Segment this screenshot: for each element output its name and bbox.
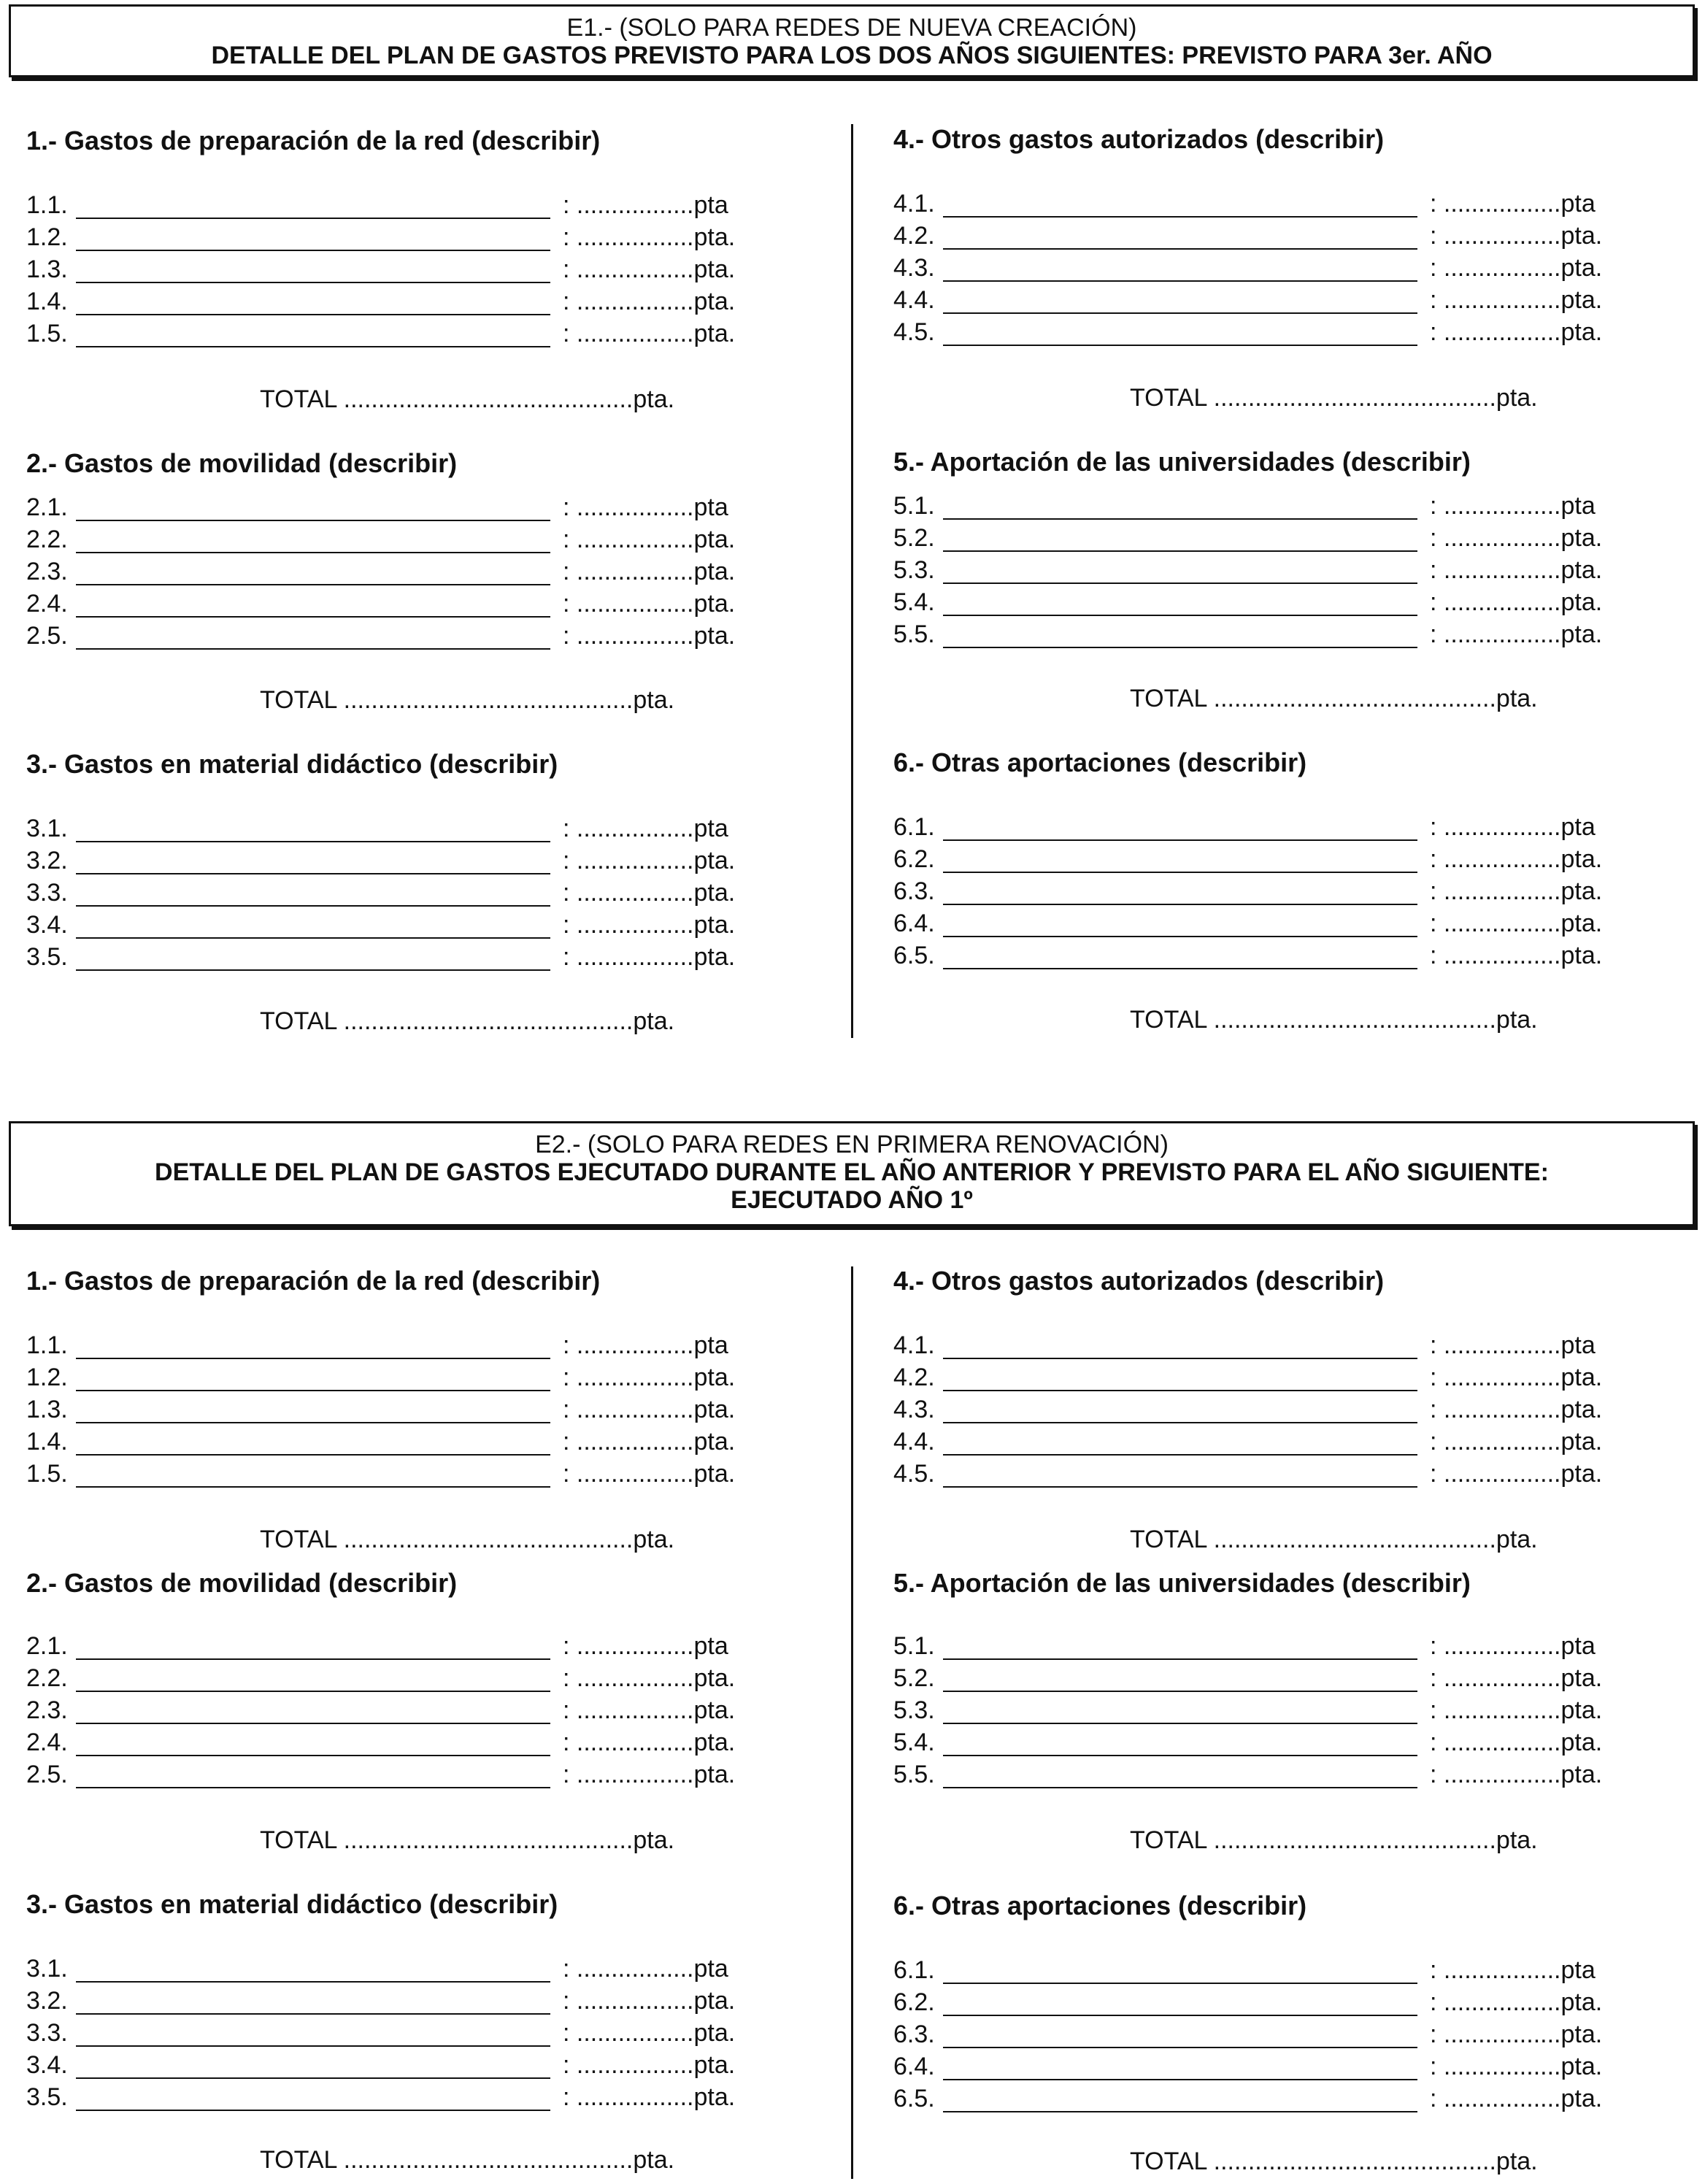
amount-field[interactable]: : .................pta. (1430, 556, 1603, 584)
description-field[interactable] (76, 282, 550, 283)
description-field[interactable] (76, 346, 550, 347)
amount-field[interactable]: : .................pta. (563, 526, 736, 553)
amount-field[interactable]: : .................pta. (1430, 1364, 1603, 1391)
e1-header-title: E1.- (SOLO PARA REDES DE NUEVA CREACIÓN) (566, 14, 1137, 42)
description-field[interactable] (76, 584, 550, 585)
row-number: 5.5. (893, 1761, 935, 1788)
row-number: 2.3. (26, 558, 68, 585)
description-field[interactable] (943, 2111, 1417, 2112)
section-title: 1.- Gastos de preparación de la red (describir) (26, 1266, 601, 1296)
section-title: 3.- Gastos en material didáctico (describir) (26, 749, 558, 779)
description-field[interactable] (76, 1454, 550, 1456)
description-field[interactable] (76, 1691, 550, 1692)
row-number: 5.3. (893, 1696, 935, 1724)
description-field[interactable] (76, 969, 550, 971)
amount-field[interactable]: : .................pta. (563, 558, 736, 585)
description-field[interactable] (943, 1454, 1417, 1456)
row-number: 1.1. (26, 191, 68, 219)
row-number: 4.4. (893, 1428, 935, 1456)
section-total[interactable]: TOTAL ..........................................pta. (260, 1007, 675, 1035)
description-field[interactable] (76, 552, 550, 553)
row-number: 4.3. (893, 254, 935, 282)
description-field[interactable] (943, 1787, 1417, 1788)
amount-field[interactable]: : .................pta. (1430, 524, 1603, 552)
amount-field[interactable]: : .................pta. (563, 1664, 736, 1692)
section-total[interactable]: TOTAL .........................................pta. (1130, 1526, 1538, 1553)
amount-field[interactable]: : .................pta. (563, 1396, 736, 1423)
description-field[interactable] (76, 1486, 550, 1488)
row-number: 5.1. (893, 1632, 935, 1660)
row-number: 3.3. (26, 879, 68, 907)
row-number: 6.3. (893, 2020, 935, 2048)
description-field[interactable] (943, 216, 1417, 218)
row-number: 6.4. (893, 2053, 935, 2080)
row-number: 4.3. (893, 1396, 935, 1423)
row-number: 2.5. (26, 1761, 68, 1788)
row-number: 1.3. (26, 1396, 68, 1423)
description-field[interactable] (943, 615, 1417, 616)
e2-header-title: E2.- (SOLO PARA REDES EN PRIMERA RENOVACIÓN) (535, 1131, 1169, 1158)
row-number: 2.1. (26, 1632, 68, 1660)
row-number: 5.1. (893, 492, 935, 520)
amount-field[interactable]: : .................pta. (1430, 1460, 1603, 1488)
row-number: 4.2. (893, 1364, 935, 1391)
description-field[interactable] (943, 1358, 1417, 1359)
row-number: 2.4. (26, 590, 68, 618)
section-total[interactable]: TOTAL ..........................................pta. (260, 1826, 675, 1854)
section-title: 2.- Gastos de movilidad (describir) (26, 1568, 458, 1598)
row-number: 5.5. (893, 620, 935, 648)
description-field[interactable] (76, 1723, 550, 1724)
e2-header-subtitle-2: EJECUTADO AÑO 1º (731, 1186, 973, 1214)
description-field[interactable] (943, 647, 1417, 648)
section-title: 2.- Gastos de movilidad (describir) (26, 448, 458, 478)
amount-field[interactable]: : .................pta. (1430, 1396, 1603, 1423)
amount-field[interactable]: : .................pta (1430, 492, 1596, 520)
row-number: 3.4. (26, 911, 68, 939)
row-number: 3.2. (26, 1987, 68, 2015)
description-field[interactable] (943, 345, 1417, 346)
row-number: 4.2. (893, 222, 935, 250)
description-field[interactable] (76, 1658, 550, 1660)
row-number: 6.5. (893, 2085, 935, 2112)
e2-column-divider (851, 1266, 853, 2179)
amount-field[interactable]: : .................pta. (563, 223, 736, 251)
section-title: 5.- Aportación de las universidades (describir) (893, 447, 1471, 477)
description-field[interactable] (76, 1358, 550, 1359)
amount-field[interactable]: : .................pta. (1430, 620, 1603, 648)
amount-field[interactable]: : .................pta. (563, 320, 736, 347)
row-number: 5.2. (893, 1664, 935, 1692)
description-field[interactable] (943, 280, 1417, 282)
amount-field[interactable]: : .................pta. (1430, 1428, 1603, 1456)
section-title: 6.- Otras aportaciones (describir) (893, 1891, 1307, 1920)
section-total[interactable]: TOTAL ..........................................pta. (260, 1526, 675, 1553)
section-total[interactable]: TOTAL ..........................................pta. (260, 2146, 675, 2174)
section-title: 5.- Aportación de las universidades (describir) (893, 1568, 1471, 1598)
section-total[interactable]: TOTAL .........................................pta. (1130, 2148, 1538, 2175)
description-field[interactable] (76, 616, 550, 618)
amount-field[interactable]: : .................pta (1430, 190, 1596, 218)
amount-field[interactable]: : .................pta. (1430, 286, 1603, 314)
description-field[interactable] (943, 518, 1417, 520)
amount-field[interactable]: : .................pta. (563, 590, 736, 618)
description-field[interactable] (76, 1787, 550, 1788)
amount-field[interactable]: : .................pta. (563, 255, 736, 283)
row-number: 3.1. (26, 815, 68, 842)
description-field[interactable] (76, 2077, 550, 2079)
e2-header-subtitle: DETALLE DEL PLAN DE GASTOS EJECUTADO DURANTE EL AÑO ANTERIOR Y PREVISTO PARA EL AÑO SIGUIENTE: (155, 1158, 1549, 1186)
row-number: 1.4. (26, 1428, 68, 1456)
row-number: 6.5. (893, 942, 935, 969)
amount-field[interactable]: : .................pta. (563, 1987, 736, 2015)
description-field[interactable] (943, 1755, 1417, 1756)
section-total[interactable]: TOTAL .........................................pta. (1130, 1006, 1538, 1034)
description-field[interactable] (76, 314, 550, 315)
e1-header (9, 4, 1695, 77)
description-field[interactable] (943, 550, 1417, 552)
amount-field[interactable]: : .................pta. (1430, 845, 1603, 873)
row-number: 3.4. (26, 2051, 68, 2079)
amount-field[interactable]: : .................pta. (563, 847, 736, 874)
row-number: 6.1. (893, 1956, 935, 1984)
description-field[interactable] (943, 872, 1417, 873)
amount-field[interactable]: : .................pta. (1430, 222, 1603, 250)
section-title: 4.- Otros gastos autorizados (describir) (893, 1266, 1385, 1296)
section-total[interactable]: TOTAL ..........................................pta. (260, 686, 675, 714)
description-field[interactable] (76, 520, 550, 521)
description-field[interactable] (943, 1390, 1417, 1391)
amount-field[interactable]: : .................pta. (563, 288, 736, 315)
description-field[interactable] (76, 218, 550, 219)
amount-field[interactable]: : .................pta. (1430, 877, 1603, 905)
amount-field[interactable]: : .................pta (1430, 1632, 1596, 1660)
amount-field[interactable]: : .................pta (563, 493, 728, 521)
row-number: 2.1. (26, 493, 68, 521)
description-field[interactable] (943, 1486, 1417, 1488)
amount-field[interactable]: : .................pta. (1430, 254, 1603, 282)
row-number: 4.1. (893, 190, 935, 218)
amount-field[interactable]: : .................pta (1430, 813, 1596, 841)
amount-field[interactable]: : .................pta. (563, 2019, 736, 2047)
section-title: 3.- Gastos en material didáctico (describir) (26, 1889, 558, 1919)
description-field[interactable] (943, 312, 1417, 314)
amount-field[interactable]: : .................pta (563, 815, 728, 842)
amount-field[interactable]: : .................pta. (563, 943, 736, 971)
description-field[interactable] (76, 2013, 550, 2015)
amount-field[interactable]: : .................pta. (1430, 318, 1603, 346)
row-number: 3.3. (26, 2019, 68, 2047)
amount-field[interactable]: : .................pta. (563, 1364, 736, 1391)
amount-field[interactable]: : .................pta. (1430, 942, 1603, 969)
section-total[interactable]: TOTAL .........................................pta. (1130, 384, 1538, 412)
amount-field[interactable]: : .................pta. (1430, 1729, 1603, 1756)
amount-field[interactable]: : .................pta (563, 1632, 728, 1660)
description-field[interactable] (76, 1422, 550, 1423)
description-field[interactable] (943, 1691, 1417, 1692)
row-number: 4.4. (893, 286, 935, 314)
amount-field[interactable]: : .................pta. (563, 2051, 736, 2079)
row-number: 5.4. (893, 1729, 935, 1756)
description-field[interactable] (943, 2047, 1417, 2048)
amount-field[interactable]: : .................pta. (563, 1696, 736, 1724)
row-number: 3.2. (26, 847, 68, 874)
description-field[interactable] (76, 873, 550, 874)
amount-field[interactable]: : .................pta (563, 1331, 728, 1359)
row-number: 6.4. (893, 910, 935, 937)
amount-field[interactable]: : .................pta. (1430, 2053, 1603, 2080)
row-number: 1.5. (26, 1460, 68, 1488)
row-number: 4.5. (893, 318, 935, 346)
e2-header (9, 1121, 1695, 1226)
row-number: 4.1. (893, 1331, 935, 1359)
amount-field[interactable]: : .................pta. (563, 911, 736, 939)
section-title: 1.- Gastos de preparación de la red (describir) (26, 126, 601, 155)
description-field[interactable] (943, 1422, 1417, 1423)
row-number: 2.4. (26, 1729, 68, 1756)
amount-field[interactable]: : .................pta. (563, 1729, 736, 1756)
description-field[interactable] (76, 1981, 550, 1983)
row-number: 2.3. (26, 1696, 68, 1724)
description-field[interactable] (943, 839, 1417, 841)
row-number: 2.2. (26, 1664, 68, 1692)
e1-header-subtitle: DETALLE DEL PLAN DE GASTOS PREVISTO PARA LOS DOS AÑOS SIGUIENTES: PREVISTO PARA 3er. AÑO (211, 42, 1493, 69)
row-number: 6.2. (893, 1988, 935, 2016)
row-number: 1.1. (26, 1331, 68, 1359)
row-number: 1.4. (26, 288, 68, 315)
row-number: 5.4. (893, 588, 935, 616)
row-number: 1.3. (26, 255, 68, 283)
amount-field[interactable]: : .................pta. (1430, 2085, 1603, 2112)
description-field[interactable] (76, 2110, 550, 2111)
description-field[interactable] (76, 841, 550, 842)
row-number: 5.2. (893, 524, 935, 552)
amount-field[interactable]: : .................pta. (1430, 910, 1603, 937)
description-field[interactable] (76, 648, 550, 650)
row-number: 1.2. (26, 1364, 68, 1391)
description-field[interactable] (76, 1755, 550, 1756)
description-field[interactable] (943, 904, 1417, 905)
row-number: 3.5. (26, 943, 68, 971)
amount-field[interactable]: : .................pta. (1430, 1664, 1603, 1692)
description-field[interactable] (76, 2045, 550, 2047)
row-number: 6.1. (893, 813, 935, 841)
amount-field[interactable]: : .................pta. (563, 1428, 736, 1456)
amount-field[interactable]: : .................pta. (563, 622, 736, 650)
description-field[interactable] (76, 250, 550, 251)
description-field[interactable] (76, 1390, 550, 1391)
section-title: 4.- Otros gastos autorizados (describir) (893, 124, 1385, 154)
description-field[interactable] (943, 1658, 1417, 1660)
row-number: 6.3. (893, 877, 935, 905)
description-field[interactable] (943, 936, 1417, 937)
amount-field[interactable]: : .................pta (1430, 1956, 1596, 1984)
amount-field[interactable]: : .................pta. (563, 1761, 736, 1788)
description-field[interactable] (943, 582, 1417, 584)
row-number: 2.5. (26, 622, 68, 650)
row-number: 6.2. (893, 845, 935, 873)
amount-field[interactable]: : .................pta. (563, 879, 736, 907)
amount-field[interactable]: : .................pta. (1430, 2020, 1603, 2048)
amount-field[interactable]: : .................pta. (1430, 1761, 1603, 1788)
description-field[interactable] (76, 937, 550, 939)
section-total[interactable]: TOTAL .........................................pta. (1130, 1826, 1538, 1854)
description-field[interactable] (943, 248, 1417, 250)
description-field[interactable] (943, 2079, 1417, 2080)
description-field[interactable] (943, 2015, 1417, 2016)
row-number: 3.5. (26, 2083, 68, 2111)
description-field[interactable] (943, 1983, 1417, 1984)
amount-field[interactable]: : .................pta. (563, 2083, 736, 2111)
description-field[interactable] (76, 905, 550, 907)
row-number: 1.5. (26, 320, 68, 347)
section-total[interactable]: TOTAL ..........................................pta. (260, 385, 675, 413)
row-number: 1.2. (26, 223, 68, 251)
row-number: 5.3. (893, 556, 935, 584)
row-number: 4.5. (893, 1460, 935, 1488)
amount-field[interactable]: : .................pta. (1430, 588, 1603, 616)
amount-field[interactable]: : .................pta (563, 1955, 728, 1983)
amount-field[interactable]: : .................pta (563, 191, 728, 219)
amount-field[interactable]: : .................pta. (563, 1460, 736, 1488)
description-field[interactable] (943, 1723, 1417, 1724)
amount-field[interactable]: : .................pta. (1430, 1696, 1603, 1724)
amount-field[interactable]: : .................pta. (1430, 1988, 1603, 2016)
description-field[interactable] (943, 968, 1417, 969)
e1-column-divider (851, 124, 853, 1038)
section-title: 6.- Otras aportaciones (describir) (893, 747, 1307, 777)
amount-field[interactable]: : .................pta (1430, 1331, 1596, 1359)
section-total[interactable]: TOTAL .........................................pta. (1130, 685, 1538, 712)
row-number: 2.2. (26, 526, 68, 553)
row-number: 3.1. (26, 1955, 68, 1983)
